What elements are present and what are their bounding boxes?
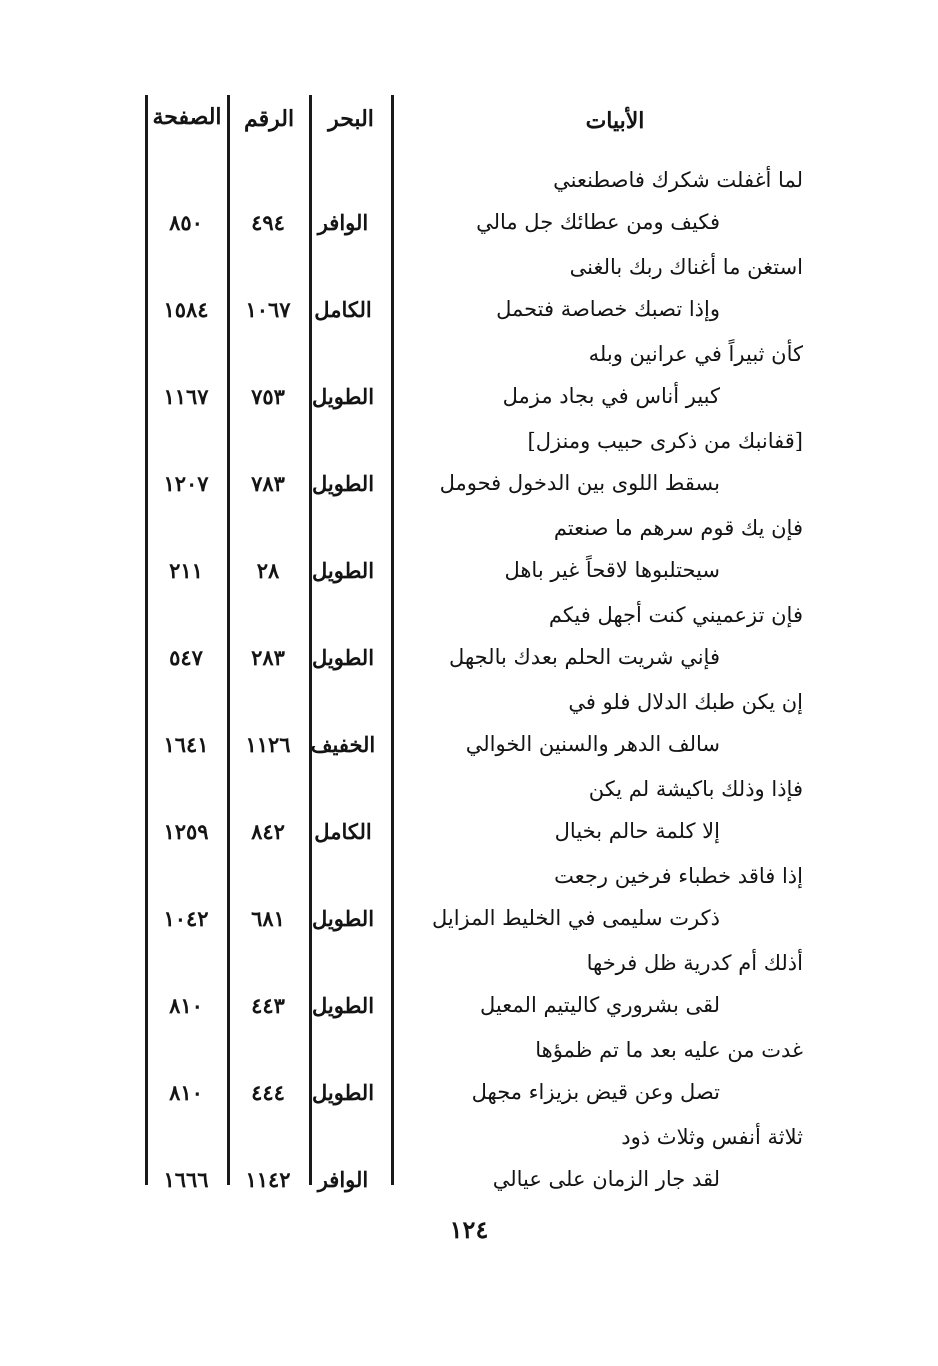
header-page: الصفحة bbox=[152, 104, 222, 130]
page-cell: ٨٥٠ bbox=[169, 210, 203, 235]
page-cell: ١٢٠٧ bbox=[163, 471, 209, 496]
page-cell: ١٠٤٢ bbox=[163, 906, 209, 931]
verse-second-hemistich: لقد جار الزمان على عيالي bbox=[492, 1167, 720, 1191]
verse-first-hemistich: أذلك أم كدرية ظل فرخها bbox=[586, 951, 803, 975]
verse-second-hemistich: فكيف ومن عطائك جل مالي bbox=[476, 210, 720, 234]
number-cell: ١١٢٦ bbox=[245, 732, 291, 757]
verse-first-hemistich: إذا فاقد خطباء فرخين رجعت bbox=[554, 864, 803, 888]
verse-first-hemistich: [قفانبك من ذكرى حبيب ومنزل] bbox=[527, 429, 803, 453]
table-row bbox=[0, 951, 938, 1037]
verse-second-hemistich: تصل وعن قيض بزيزاء مجهل bbox=[471, 1080, 720, 1104]
verse-second-hemistich: وإذا تصبك خصاصة فتحمل bbox=[496, 297, 720, 321]
page-cell: ١٦٦٦ bbox=[163, 1167, 209, 1192]
meter-cell: الطويل bbox=[311, 1080, 375, 1105]
meter-cell: الكامل bbox=[314, 297, 372, 322]
table-row bbox=[0, 255, 938, 341]
table-row bbox=[0, 168, 938, 254]
number-cell: ٨٤٢ bbox=[251, 819, 285, 844]
number-cell: ٢٨٣ bbox=[251, 645, 285, 670]
meter-cell: الطويل bbox=[311, 645, 375, 670]
verse-second-hemistich: إلا كلمة حالم بخيال bbox=[554, 819, 720, 843]
table-row bbox=[0, 777, 938, 863]
verse-first-hemistich: كأن ثبيراً في عرانين وبله bbox=[588, 342, 803, 366]
number-cell: ١١٤٢ bbox=[245, 1167, 291, 1192]
number-cell: ٦٨١ bbox=[251, 906, 285, 931]
meter-cell: الطويل bbox=[311, 471, 375, 496]
number-cell: ٤٩٤ bbox=[251, 210, 285, 235]
verse-second-hemistich: فإني شريت الحلم بعدك بالجهل bbox=[449, 645, 720, 669]
table-row bbox=[0, 690, 938, 776]
verse-second-hemistich: سيحتلبوها لاقحاً غير باهل bbox=[504, 558, 720, 582]
page-cell: ٨١٠ bbox=[169, 1080, 203, 1105]
meter-cell: الطويل bbox=[311, 906, 375, 931]
verse-second-hemistich: ذكرت سليمى في الخليط المزايل bbox=[431, 906, 720, 930]
table-row bbox=[0, 864, 938, 950]
number-cell: ٤٤٤ bbox=[251, 1080, 285, 1105]
number-cell: ٢٨ bbox=[256, 558, 280, 583]
table-row bbox=[0, 429, 938, 515]
meter-cell: الطويل bbox=[311, 384, 375, 409]
verse-first-hemistich: ثلاثة أنفس وثلاث ذود bbox=[621, 1125, 803, 1149]
number-cell: ١٠٦٧ bbox=[245, 297, 291, 322]
page-cell: ٥٤٧ bbox=[169, 645, 203, 670]
header-number: الرقم bbox=[243, 106, 295, 132]
meter-cell: الطويل bbox=[311, 993, 375, 1018]
page-number: ١٢٤ bbox=[449, 1215, 489, 1244]
table-row bbox=[0, 342, 938, 428]
meter-cell: الوافر bbox=[317, 1167, 369, 1192]
table-row bbox=[0, 1038, 938, 1124]
verse-second-hemistich: لقى بشروري كاليتيم المعيل bbox=[480, 993, 720, 1017]
page-cell: ١٦٤١ bbox=[163, 732, 209, 757]
page-cell: ١٥٨٤ bbox=[163, 297, 209, 322]
table-row bbox=[0, 516, 938, 602]
page-cell: ١١٦٧ bbox=[163, 384, 209, 409]
verse-first-hemistich: استغن ما أغناك ربك بالغنى bbox=[569, 255, 803, 279]
verse-first-hemistich: فإذا وذلك باكيشة لم يكن bbox=[588, 777, 803, 801]
verse-second-hemistich: كبير أناس في بجاد مزمل bbox=[502, 384, 720, 408]
table-row bbox=[0, 603, 938, 689]
meter-cell: الطويل bbox=[311, 558, 375, 583]
number-cell: ٧٥٣ bbox=[251, 384, 285, 409]
page-cell: ٨١٠ bbox=[169, 993, 203, 1018]
verse-first-hemistich: فإن يك قوم سرهم ما صنعتم bbox=[553, 516, 803, 540]
meter-cell: الخفيف bbox=[310, 732, 376, 757]
header-verses: الأبيات bbox=[585, 108, 645, 134]
number-cell: ٧٨٣ bbox=[251, 471, 285, 496]
meter-cell: الكامل bbox=[314, 819, 372, 844]
page-cell: ٢١١ bbox=[169, 558, 203, 583]
verse-first-hemistich: فإن تزعميني كنت أجهل فيكم bbox=[548, 603, 803, 627]
table-row bbox=[0, 1125, 938, 1211]
verse-first-hemistich: إن يكن طبك الدلال فلو في bbox=[568, 690, 803, 714]
page-cell: ١٢٥٩ bbox=[163, 819, 209, 844]
verse-second-hemistich: سالف الدهر والسنين الخوالي bbox=[465, 732, 720, 756]
verse-first-hemistich: غدت من عليه بعد ما تم ظمؤها bbox=[535, 1038, 803, 1062]
number-cell: ٤٤٣ bbox=[251, 993, 285, 1018]
meter-cell: الوافر bbox=[317, 210, 369, 235]
verse-second-hemistich: بسقط اللوى بين الدخول فحومل bbox=[439, 471, 720, 495]
verse-first-hemistich: لما أغفلت شكرك فاصطنعني bbox=[553, 168, 803, 192]
header-meter: البحر bbox=[328, 106, 374, 132]
